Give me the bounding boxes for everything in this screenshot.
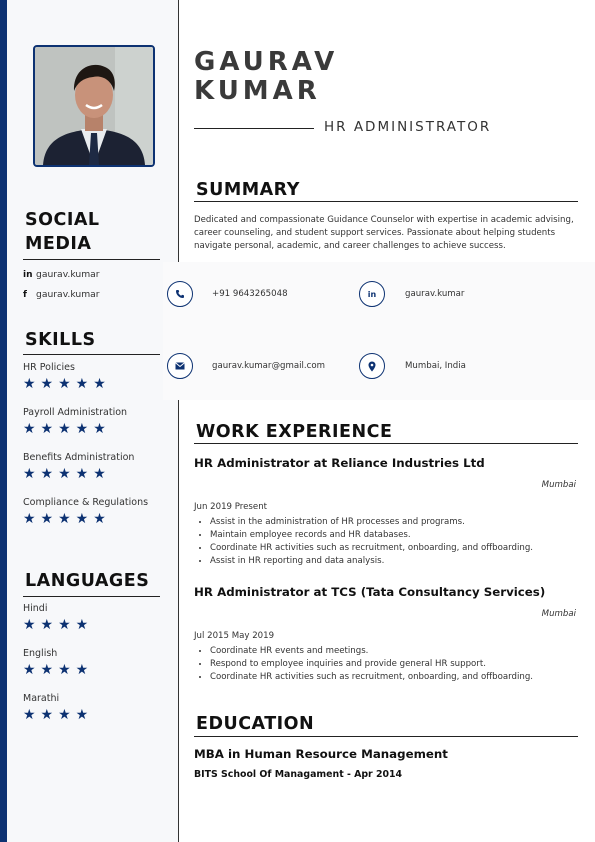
email-icon	[167, 353, 193, 379]
list-item: • Assist in the administration of HR processes and programs.	[210, 516, 595, 529]
skill-label: Payroll Administration	[23, 407, 128, 418]
list-item: • Coordinate HR activities such as recruitment, onboarding, and offboarding.	[210, 542, 595, 555]
contact-email[interactable]: gaurav.kumar@gmail.com	[212, 361, 325, 371]
education-rule	[194, 736, 578, 737]
list-item: • Respond to employee inquiries and provide general HR support.	[210, 658, 595, 671]
list-item: • Assist in HR reporting and data analysis.	[210, 555, 595, 568]
job-role: HR ADMINISTRATOR	[324, 119, 492, 135]
job-dates: Jun 2019 Present	[194, 502, 268, 512]
facebook-icon: f	[23, 289, 27, 300]
social-label: gaurav.kumar	[36, 289, 100, 300]
job-bullets	[194, 645, 595, 684]
skill-stars: ★★★★★	[23, 511, 111, 527]
summary-heading: SUMMARY	[196, 180, 300, 200]
education-heading: EDUCATION	[196, 714, 315, 734]
language-label: Marathi	[23, 693, 60, 704]
social-rule	[23, 259, 160, 260]
summary-rule	[194, 201, 578, 202]
contact-phone[interactable]: +91 9643265048	[212, 289, 288, 299]
experience-rule	[194, 443, 578, 444]
language-stars: ★★★★	[23, 707, 94, 723]
job-location: Mumbai	[541, 480, 576, 490]
social-heading-line1: SOCIAL	[25, 210, 100, 230]
phone-icon	[167, 281, 193, 307]
language-stars: ★★★★	[23, 617, 94, 633]
skills-rule	[23, 354, 160, 355]
person-name	[194, 48, 338, 106]
accent-stripe	[0, 0, 7, 842]
profile-photo	[33, 45, 155, 167]
job-bullets	[194, 516, 595, 568]
job-title: HR Administrator at TCS (Tata Consultancy Services)	[194, 585, 546, 599]
languages-rule	[23, 596, 160, 597]
experience-heading: WORK EXPERIENCE	[196, 422, 393, 442]
skill-label: HR Policies	[23, 362, 75, 373]
contact-linkedin[interactable]: gaurav.kumar	[405, 289, 465, 299]
education-school: BITS School Of Managament - Apr 2014	[194, 769, 403, 780]
skill-stars: ★★★★★	[23, 466, 111, 482]
skill-stars: ★★★★★	[23, 376, 111, 392]
language-label: English	[23, 648, 58, 659]
languages-heading: LANGUAGES	[25, 571, 150, 591]
summary-text: Dedicated and compassionate Guidance Counselor with expertise in academic advising, career counseling, and student support services. Passionate about helping students navigate personal, academic, and career challenges to achieve success.	[194, 215, 574, 251]
list-item: • Coordinate HR activities such as recruitment, onboarding, and offboarding.	[210, 671, 595, 684]
contact-location: Mumbai, India	[405, 361, 466, 371]
language-label: Hindi	[23, 603, 48, 614]
social-heading	[25, 208, 100, 256]
skill-label: Benefits Administration	[23, 452, 135, 463]
job-title: HR Administrator at Reliance Industries Ltd	[194, 456, 485, 470]
education-degree: MBA in Human Resource Management	[194, 747, 448, 761]
name-last: KUMAR	[194, 76, 321, 106]
name-first: GAURAV	[194, 47, 339, 77]
job-location: Mumbai	[541, 609, 576, 619]
job-dates: Jul 2015 May 2019	[194, 631, 275, 641]
skill-label: Compliance & Regulations	[23, 497, 149, 508]
social-item-linkedin[interactable]	[23, 269, 100, 280]
location-pin-icon	[359, 353, 385, 379]
skills-heading: SKILLS	[25, 330, 96, 350]
language-stars: ★★★★	[23, 662, 94, 678]
social-label: gaurav.kumar	[36, 269, 100, 280]
linkedin-icon: in	[359, 281, 385, 307]
column-divider	[178, 0, 179, 842]
social-item-facebook[interactable]	[23, 289, 100, 300]
skill-stars: ★★★★★	[23, 421, 111, 437]
list-item: • Maintain employee records and HR databases.	[210, 529, 595, 542]
list-item: • Coordinate HR events and meetings.	[210, 645, 595, 658]
name-rule	[194, 128, 314, 129]
linkedin-icon: in	[23, 269, 33, 280]
social-heading-line2: MEDIA	[25, 234, 92, 254]
